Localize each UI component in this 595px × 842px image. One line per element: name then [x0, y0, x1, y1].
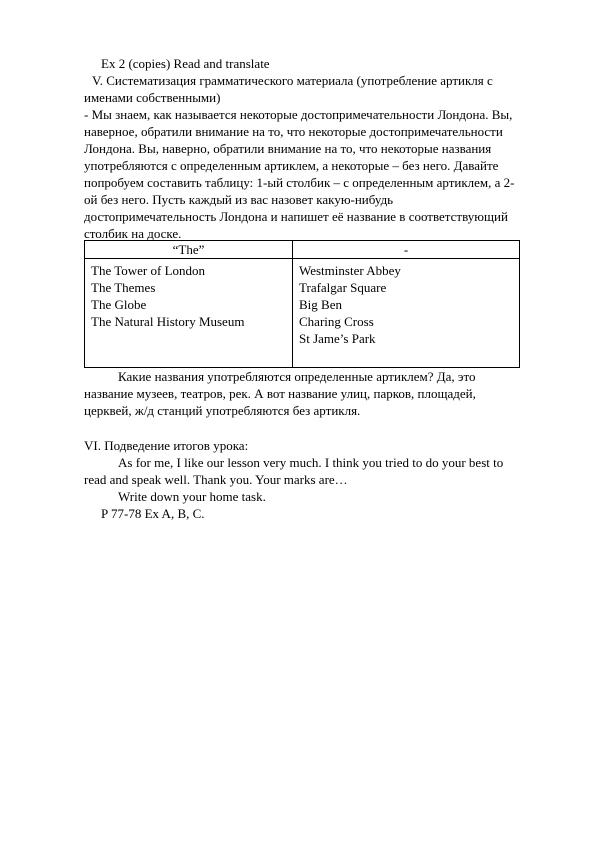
list-item: Charing Cross: [299, 314, 374, 329]
exercise-line: Ex 2 (copies) Read and translate: [101, 56, 270, 71]
homework-line: Write down your home task.: [118, 489, 266, 504]
with-article-cell: [85, 259, 293, 368]
summary-block: [84, 454, 521, 488]
header-with-article: “The”: [85, 241, 293, 259]
intro-block: [84, 106, 521, 242]
table-row: [85, 259, 520, 368]
list-item: The Globe: [91, 297, 147, 312]
intro-paragraph: - Мы знаем, как называется некоторые достопримечательности Лондона. Вы, наверное, обратили внимание на то, что некоторые достопримечательности Лондона. Вы, наверно, обратили внимание на то, что некоторые названия употребляются с определенным артиклем, а некоторые – без него. Давайте попробуем составить таблицу: 1-ый столбик – с определенным артиклем, а 2-ой без него. Пусть каждый из вас назовет какую-нибудь достопримечательность Лондона и напишет её название в соответствующий столбик на доске.: [84, 107, 515, 241]
without-article-cell: [293, 259, 520, 368]
list-item: Westminster Abbey: [299, 263, 401, 278]
list-item: Big Ben: [299, 297, 342, 312]
section-5-title: V. Систематизация грамматического материала (употребление артикля с: [92, 73, 493, 88]
section-6-title: VI. Подведение итогов урока:: [84, 438, 249, 453]
articles-table: [84, 240, 520, 368]
list-item: St Jame’s Park: [299, 331, 376, 346]
homework-pages: P 77-78 Ex A, B, C.: [101, 506, 205, 521]
list-item: The Tower of London: [91, 263, 206, 278]
summary-paragraph: As for me, I like our lesson very much. I think you tried to do your best to read and speak well. Thank you. Your marks are…: [84, 455, 504, 487]
header-without-article: -: [293, 241, 520, 259]
section-5-title-continued: именами собственными): [84, 90, 221, 105]
list-item: Trafalgar Square: [299, 280, 387, 295]
question-block: [84, 368, 521, 419]
question-paragraph: Какие названия употребляются определенные артиклем? Да, это название музеев, театров, рек. А вот название улиц, парков, площадей, церквей, ж/д станций употребляются без артикля.: [84, 369, 476, 418]
list-item: The Themes: [91, 280, 156, 295]
list-item: The Natural History Museum: [91, 314, 245, 329]
table-header-row: [85, 241, 520, 259]
